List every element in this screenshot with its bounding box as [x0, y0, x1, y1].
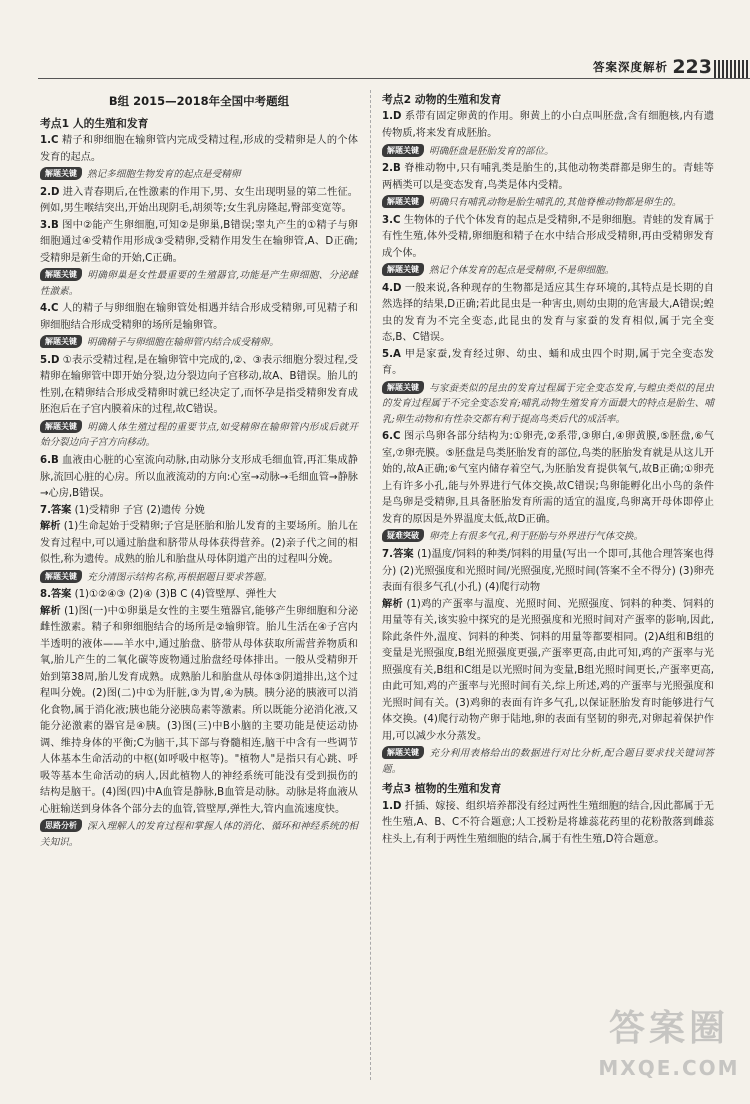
answer-item	[40, 353, 358, 419]
analysis-note	[40, 570, 358, 586]
answer-number: 1.D	[382, 800, 402, 812]
page-header	[0, 0, 750, 80]
answer-text: (1)①②④③ (2)④ (3)B C (4)管壁厚、弹性大	[74, 589, 277, 601]
analysis-note	[382, 263, 714, 279]
note-badge: 解题关键	[382, 746, 424, 759]
left-answer-list	[40, 133, 358, 850]
note-text: 熟记个体发育的起点是受精卵,不是卵细胞。	[429, 265, 615, 277]
header-rule	[38, 78, 750, 79]
group-title: B组 2015—2018年全国中考题组	[108, 94, 290, 108]
note-text: 明确胚盘是胚胎发育的部位。	[429, 145, 554, 157]
note-badge: 解题关键	[382, 195, 424, 208]
answer-text: 甲是家蚕,发育经过卵、幼虫、蛹和成虫四个时期,属于完全变态发育。	[382, 348, 714, 377]
answer-item	[40, 503, 358, 520]
answer-item	[382, 281, 714, 347]
answer-item	[40, 185, 358, 218]
answer-text: 人的精子与卵细胞在输卵管处相遇并结合形成受精卵,可见精子和卵细胞结合形成受精卵的场所是输卵管。	[40, 303, 358, 331]
watermark-logo	[594, 1006, 744, 1094]
answer-number: 7.答案	[40, 504, 72, 516]
right-answer-list-3	[382, 799, 714, 849]
answer-item	[40, 218, 358, 268]
analysis-note	[40, 819, 358, 850]
note-text: 卵壳上有很多气孔,利于胚胎与外界进行气体交换。	[429, 531, 644, 543]
answer-item	[40, 604, 358, 819]
note-badge: 解题关键	[40, 335, 82, 348]
answer-number: 解析	[40, 521, 61, 533]
note-text: 明确只有哺乳动物是胎生哺乳的,其他脊椎动物都是卵生的。	[429, 197, 682, 209]
analysis-note	[40, 167, 358, 183]
answer-item	[382, 799, 714, 849]
analysis-note	[382, 144, 714, 160]
note-badge: 解题关键	[382, 381, 424, 394]
note-text: 熟记多细胞生物发育的起点是受精卵	[87, 169, 241, 181]
note-badge: 解题关键	[382, 263, 424, 276]
answer-number: 5.D	[40, 354, 60, 366]
answer-text: (1)生命起始于受精卵;子宫是胚胎和胎儿发育的主要场所。胎儿在发育过程中,可以通过胎盘和脐带从母体获得营养。(2)亲子代之间的相似性,称为遗传。成熟的胎儿和胎盘从母体阴道产出的过程叫分娩。	[40, 521, 358, 566]
answer-number: 3.C	[382, 214, 401, 226]
answer-number: 解析	[40, 605, 61, 617]
answer-number: 4.C	[40, 303, 59, 315]
answer-item	[40, 301, 358, 334]
answer-item	[40, 453, 358, 503]
note-text: 充分利用表格给出的数据进行对比分析,配合题目要求找关键词答题。	[382, 748, 714, 775]
right-column	[382, 88, 714, 848]
watermark-url: MXQE.COM	[598, 1056, 740, 1080]
note-badge: 思路分析	[40, 819, 82, 832]
answer-number: 6.B	[40, 455, 59, 466]
analysis-note	[382, 195, 714, 211]
answer-item	[40, 587, 358, 604]
answer-number: 8.答案	[40, 589, 72, 601]
analysis-note	[40, 420, 358, 451]
answer-text: (1)温度/饲料的种类/饲料的用量(写出一个即可,其他合理答案也得分) (2)光照强度和光照时间/光照强度,光照时间(答案不全不得分) (3)卵壳表面有很多气孔(小孔) (4)爬行动物	[382, 549, 714, 594]
answer-number: 4.D	[382, 282, 402, 294]
watermark-text: 答案圈	[608, 1008, 729, 1049]
answer-number: 2.B	[382, 163, 401, 175]
analysis-note	[40, 268, 358, 299]
answer-text: 图中②能产生卵细胞,可知②是卵巢,B错误;睾丸产生的①精子与卵细胞通过④受精作用形成③受精卵,受精作用发生在输卵管,A、D正确;受精卵是新生命的开始,C正确。	[40, 219, 358, 264]
answer-text: 生物体的子代个体发育的起点是受精卵,不是卵细胞。青蛙的发育属于有性生殖,体外受精,卵细胞和精子在水中结合形成受精卵,再由受精卵发育成个体。	[382, 214, 714, 259]
answer-number: 7.答案	[382, 549, 414, 560]
answer-number: 解析	[382, 598, 403, 610]
answer-item	[40, 519, 358, 569]
answer-text: 系带有固定卵黄的作用。卵黄上的小白点叫胚盘,含有细胞核,内有遗传物质,将来发育成胚胎。	[382, 111, 714, 139]
answer-item	[382, 597, 714, 746]
answer-text: 进入青春期后,在性激素的作用下,男、女生出现明显的第二性征。例如,男生喉结突出,开始出现阴毛,胡须等;女生乳房隆起,臀部变宽等。	[40, 186, 358, 215]
page-number: 223	[672, 56, 712, 78]
header-stripes	[714, 60, 750, 78]
answer-item	[382, 161, 714, 194]
note-badge: 解题关键	[40, 268, 82, 281]
answer-item	[40, 133, 358, 166]
topic-heading: 考点2 动物的生殖和发育	[382, 93, 502, 106]
note-badge: 解题关键	[40, 420, 82, 433]
answer-text: 图示鸟卵各部分结构为:①卵壳,②系带,③卵白,④卵黄膜,⑤胚盘,⑥气室,⑦卵壳膜。⑤胚盘是鸟类胚胎发育的部位,鸟类的胚胎发育就是从这儿开始的,故A正确;⑥气室内储存着空气,为胚胎发育提供氧气,故B正确;①卵壳上有许多小孔,能与外界进行气体交换,故C错误;鸟卵能孵化出小鸟的条件是鸟卵是受精卵,且具备胚胎发育所需的适宜的温度,鸟卵离开母体即停止发育的原因是外界温度太低,故D正确。	[382, 431, 714, 525]
answer-item	[382, 347, 714, 380]
note-text: 明确精子与卵细胞在输卵管内结合成受精卵。	[87, 337, 279, 349]
answer-text: 脊椎动物中,只有哺乳类是胎生的,其他动物类群都是卵生的。青蛙等两栖类可以是变态发育,鸟类是体内受精。	[382, 163, 714, 191]
answer-number: 6.C	[382, 431, 401, 443]
topic-heading: 考点1 人的生殖和发育	[40, 116, 149, 130]
analysis-note	[40, 335, 358, 351]
note-badge: 解题关键	[382, 144, 424, 157]
note-badge: 解题关键	[40, 167, 82, 180]
answer-item	[382, 429, 714, 528]
answer-number: 2.D	[40, 186, 60, 198]
answer-text: (1)受精卵 子宫 (2)遗传 分娩	[74, 504, 205, 516]
note-text: 深入理解人的发育过程和掌握人体的消化、循环和神经系统的相关知识。	[40, 821, 358, 848]
analysis-note	[382, 381, 714, 428]
analysis-note	[382, 529, 714, 545]
answer-number: 5.A	[382, 348, 401, 360]
note-text: 明确人体生殖过程的重要节点,如受精卵在输卵管内形成后就开始分裂边向子宫方向移动。	[40, 421, 358, 449]
note-badge: 疑难突破	[382, 529, 424, 542]
left-column	[40, 88, 358, 852]
answer-item	[382, 213, 714, 263]
note-badge: 解题关键	[40, 570, 82, 583]
topic-heading: 考点3 植物的生殖和发育	[382, 782, 502, 796]
answer-text: (1)图(一)中①卵巢是女性的主要生殖器官,能够产生卵细胞和分泌雌性激素。精子和卵细胞结合的场所是②输卵管。胎儿生活在④子宫内半透明的液体——羊水中,通过胎盘、脐带从母体获取所需营养物质和氧,胎儿产生的二氧化碳等废物通过胎盘经母体排出。一般从受精卵开始到第38周,胎儿发育成熟。成熟胎儿和胎盘从母体③阴道排出,这个过程叫分娩。(2)图(二)中①为肝脏,③为胃,④为胰。胰分泌的胰液可以消化食物,属于消化液;胰也能分泌胰岛素等激素。所以既能分泌消化液,又能分泌激素的器官是④胰。(3)图(三)中B小脑的主要功能是使运动协调、维持身体的平衡;C为脑干,其下部与脊髓相连,脑干中含有一些调节人体基本生命活动的中枢(如呼吸中枢等)。"植物人"是指只有心跳、呼吸等基本生命活动的病人,因此植物人的神经系统可能没有受到损伤的结构是脑干。(4)图(四)中A血管是静脉,B血管是动脉。动脉是将血液从心脏输送到身体各个部分去的血管,管壁厚,弹性大,管内血流速度快。	[40, 605, 359, 815]
answer-text: ①表示受精过程,是在输卵管中完成的,②、③表示细胞分裂过程,受精卵在输卵管中即开始分裂,边分裂边向子宫移动,故A、B错误。胎儿的性别,在精卵结合形成受精卵时就已经决定了,而怀孕是指受精卵发育成胚泡后在子宫内膜着床的过程,故C错误。	[40, 354, 358, 416]
answer-text: 精子和卵细胞在输卵管内完成受精过程,形成的受精卵是人的个体发育的起点。	[40, 135, 358, 163]
right-answer-list	[382, 109, 714, 777]
column-divider	[370, 90, 371, 1080]
answer-text: 一般来说,各种现存的生物都是适应其生存环境的,其特点是长期的自然选择的结果,D正确;若此昆虫是一种害虫,则幼虫期的危害最大,A错误;蝗虫的发育为不完全变态,此昆虫的发育与家蚕的发育相似,属于完全变态,B、C错误。	[382, 282, 714, 344]
answer-text: 扦插、嫁接、组织培养都没有经过两性生殖细胞的结合,因此都属于无性生殖,A、B、C不符合题意;人工授粉是将雄蕊花药里的花粉散落到雌蕊柱头上,有利于两性生殖细胞的结合,属于有性生殖,D符合题意。	[382, 800, 714, 845]
answer-number: 1.C	[40, 135, 59, 147]
header-label: 答案深度解析	[593, 60, 668, 74]
note-text: 明确卵巢是女性最重要的生殖器官,功能是产生卵细胞、分泌雌性激素。	[40, 270, 358, 297]
answer-text: 血液由心脏的心室流向动脉,由动脉分支形成毛细血管,再汇集成静脉,流回心脏的心房。所以血液流动的方向:心室→动脉→毛细血管→静脉→心房,B错误。	[40, 455, 358, 500]
answer-item	[382, 109, 714, 142]
answer-number: 1.D	[382, 111, 402, 123]
answer-item	[382, 547, 714, 597]
answer-number: 3.B	[40, 219, 59, 231]
answer-text: (1)鸡的产蛋率与温度、光照时间、光照强度、饲料的种类、饲料的用量等有关,该实验中探究的是光照强度和光照时间对产蛋率的影响,因此,除此条件外,温度、饲料的种类、饲料的用量等都要相同。(2)A组和B组的变量是光照强度,B组光照强度更强,产蛋率更高,由此可知,鸡的产蛋率与光照强度有关,B组和C组是以光照时间为变量,B组光照时间更长,产蛋率更高,由此可知,鸡的产蛋率与光照时间有关,综上所述,鸡的产蛋率与光照强度和光照时间有关。(3)鸡卵的表面有许多气孔,以保证胚胎发育时能够进行气体交换。(4)爬行动物产卵于陆地,卵的表面有坚韧的卵壳,对卵起着保护作用,可以减少水分蒸发。	[382, 598, 714, 742]
analysis-note	[382, 746, 714, 777]
note-text: 与家蚕类似的昆虫的发育过程属于完全变态发育,与蝗虫类似的昆虫的发育过程属于不完全变态发育;哺乳动物生殖发育方面最大的特点是胎生、哺乳;卵生动物和有性杂交都有利于提高鸟类后代的成活率。	[382, 382, 714, 425]
note-text: 充分清图示结构名称,再根据题目要求答题。	[87, 571, 273, 583]
